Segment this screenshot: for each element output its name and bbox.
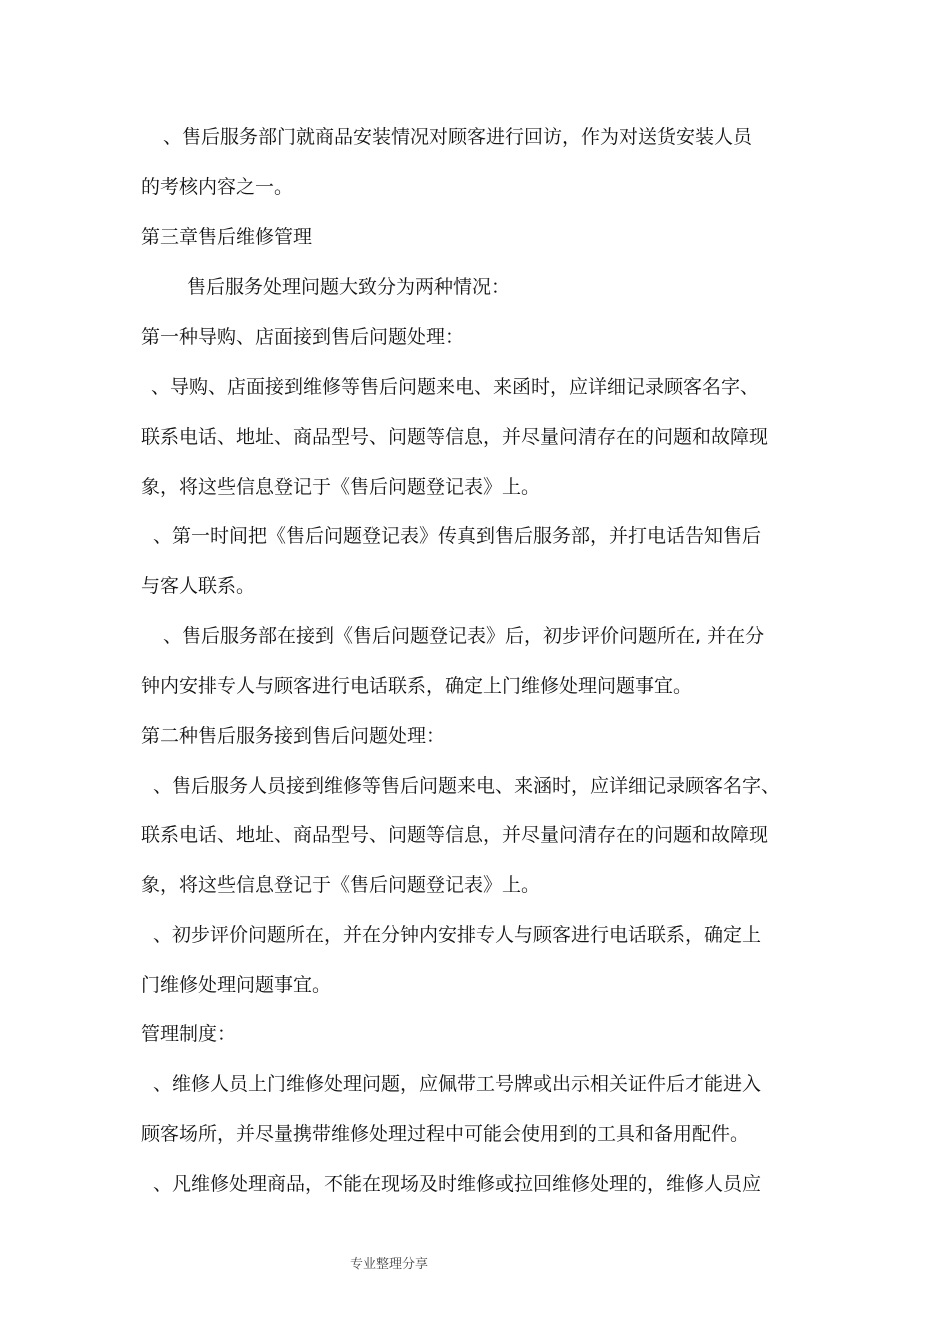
page-footer: 专业整理分享 bbox=[350, 1257, 429, 1272]
text-line: 、凡维修处理商品，不能在现场及时维修或拉回维修处理的，维修人员应 bbox=[153, 1173, 762, 1195]
text-line: 钟内安排专人与顾客进行电话联系，确定上门维修处理问题事宜。 bbox=[141, 675, 693, 697]
text-line: 与客人联系。 bbox=[141, 575, 256, 597]
text-line: 售后服务处理问题大致分为两种情况： bbox=[187, 276, 511, 298]
text-line: 、售后服务部在接到《售后问题登记表》后，初步评价问题所在, 并在分 bbox=[163, 625, 765, 647]
section-heading: 第三章售后维修管理 bbox=[141, 226, 313, 248]
text-line: 、维修人员上门维修处理问题，应佩带工号牌或出示相关证件后才能进入 bbox=[153, 1073, 762, 1095]
text-line: 顾客场所，并尽量携带维修处理过程中可能会使用到的工具和备用配件。 bbox=[141, 1123, 750, 1145]
text-line: 、第一时间把《售后问题登记表》传真到售后服务部，并打电话告知售后 bbox=[153, 525, 762, 547]
text-line: 门维修处理问题事宜。 bbox=[141, 974, 332, 996]
text-line: 、售后服务部门就商品安装情况对顾客进行回访，作为对送货安装人员 bbox=[163, 126, 753, 148]
subheading: 第一种导购、店面接到售后问题处理： bbox=[141, 326, 465, 348]
text-line: 象，将这些信息登记于《售后问题登记表》上。 bbox=[141, 476, 541, 498]
subheading: 管理制度： bbox=[141, 1023, 237, 1045]
text-line: 、售后服务人员接到维修等售后问题来电、来涵时，应详细记录顾客名字、 bbox=[153, 775, 781, 797]
text-line: 、初步评价问题所在，并在分钟内安排专人与顾客进行电话联系，确定上 bbox=[153, 924, 762, 946]
text-line: 、导购、店面接到维修等售后问题来电、来函时，应详细记录顾客名字、 bbox=[151, 376, 760, 398]
text-line: 象，将这些信息登记于《售后问题登记表》上。 bbox=[141, 874, 541, 896]
text-line: 联系电话、地址、商品型号、问题等信息，并尽量问清存在的问题和故障现 bbox=[141, 426, 769, 448]
text-line: 联系电话、地址、商品型号、问题等信息，并尽量问清存在的问题和故障现 bbox=[141, 824, 769, 846]
text-line: 的考核内容之一。 bbox=[141, 176, 294, 198]
subheading: 第二种售后服务接到售后问题处理： bbox=[141, 725, 446, 747]
